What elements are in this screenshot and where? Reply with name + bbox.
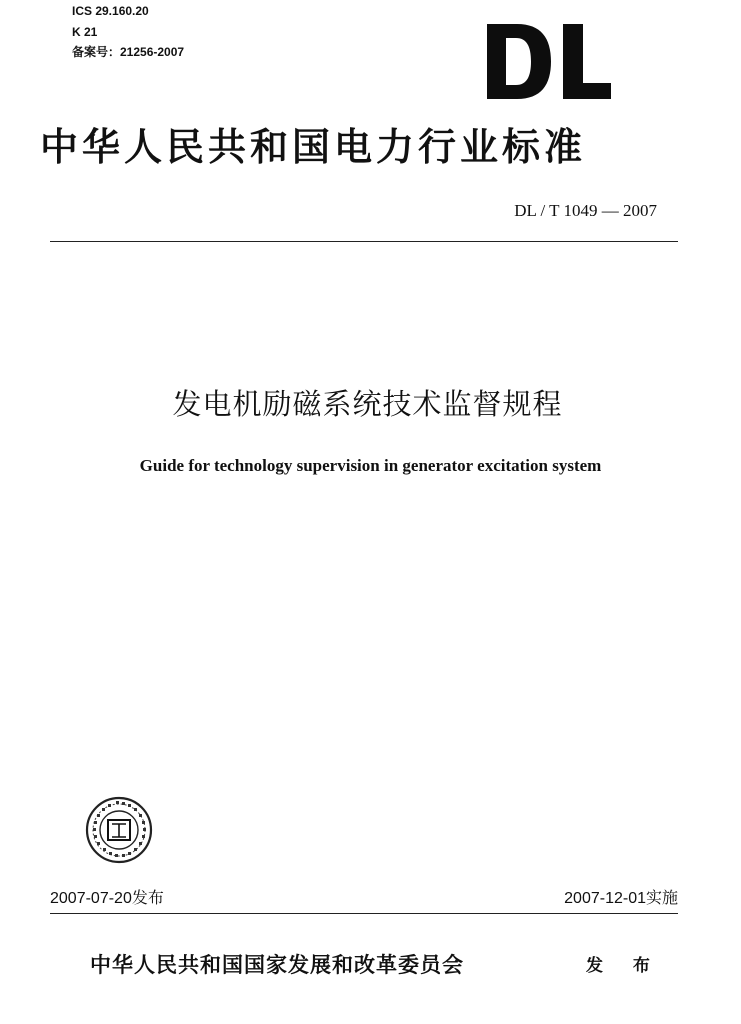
- dl-logo: [487, 24, 611, 99]
- implementation-date: 2007-12-01实施: [564, 890, 678, 907]
- header-divider: [50, 241, 678, 242]
- issuing-authority: 中华人民共和国国家发展和改革委员会: [90, 953, 464, 977]
- ics-code: ICS 29.160.20: [72, 4, 149, 18]
- filing-number: 备案号：21256-2007: [72, 45, 185, 59]
- footer-divider: [50, 913, 678, 914]
- classification-code: K 21: [72, 25, 98, 39]
- document-title-en: Guide for technology supervision in generator excitation system: [139, 456, 602, 475]
- standard-category-title: 中华人民共和国电力行业标准: [40, 125, 587, 169]
- issued-label: 发 布: [586, 956, 662, 976]
- standard-number: DL / T 1049 — 2007: [514, 201, 657, 220]
- publisher-seal-icon: [84, 795, 154, 865]
- document-title-zh: 发电机励磁系统技术监督规程: [172, 387, 563, 421]
- publish-date: 2007-07-20发布: [50, 890, 164, 907]
